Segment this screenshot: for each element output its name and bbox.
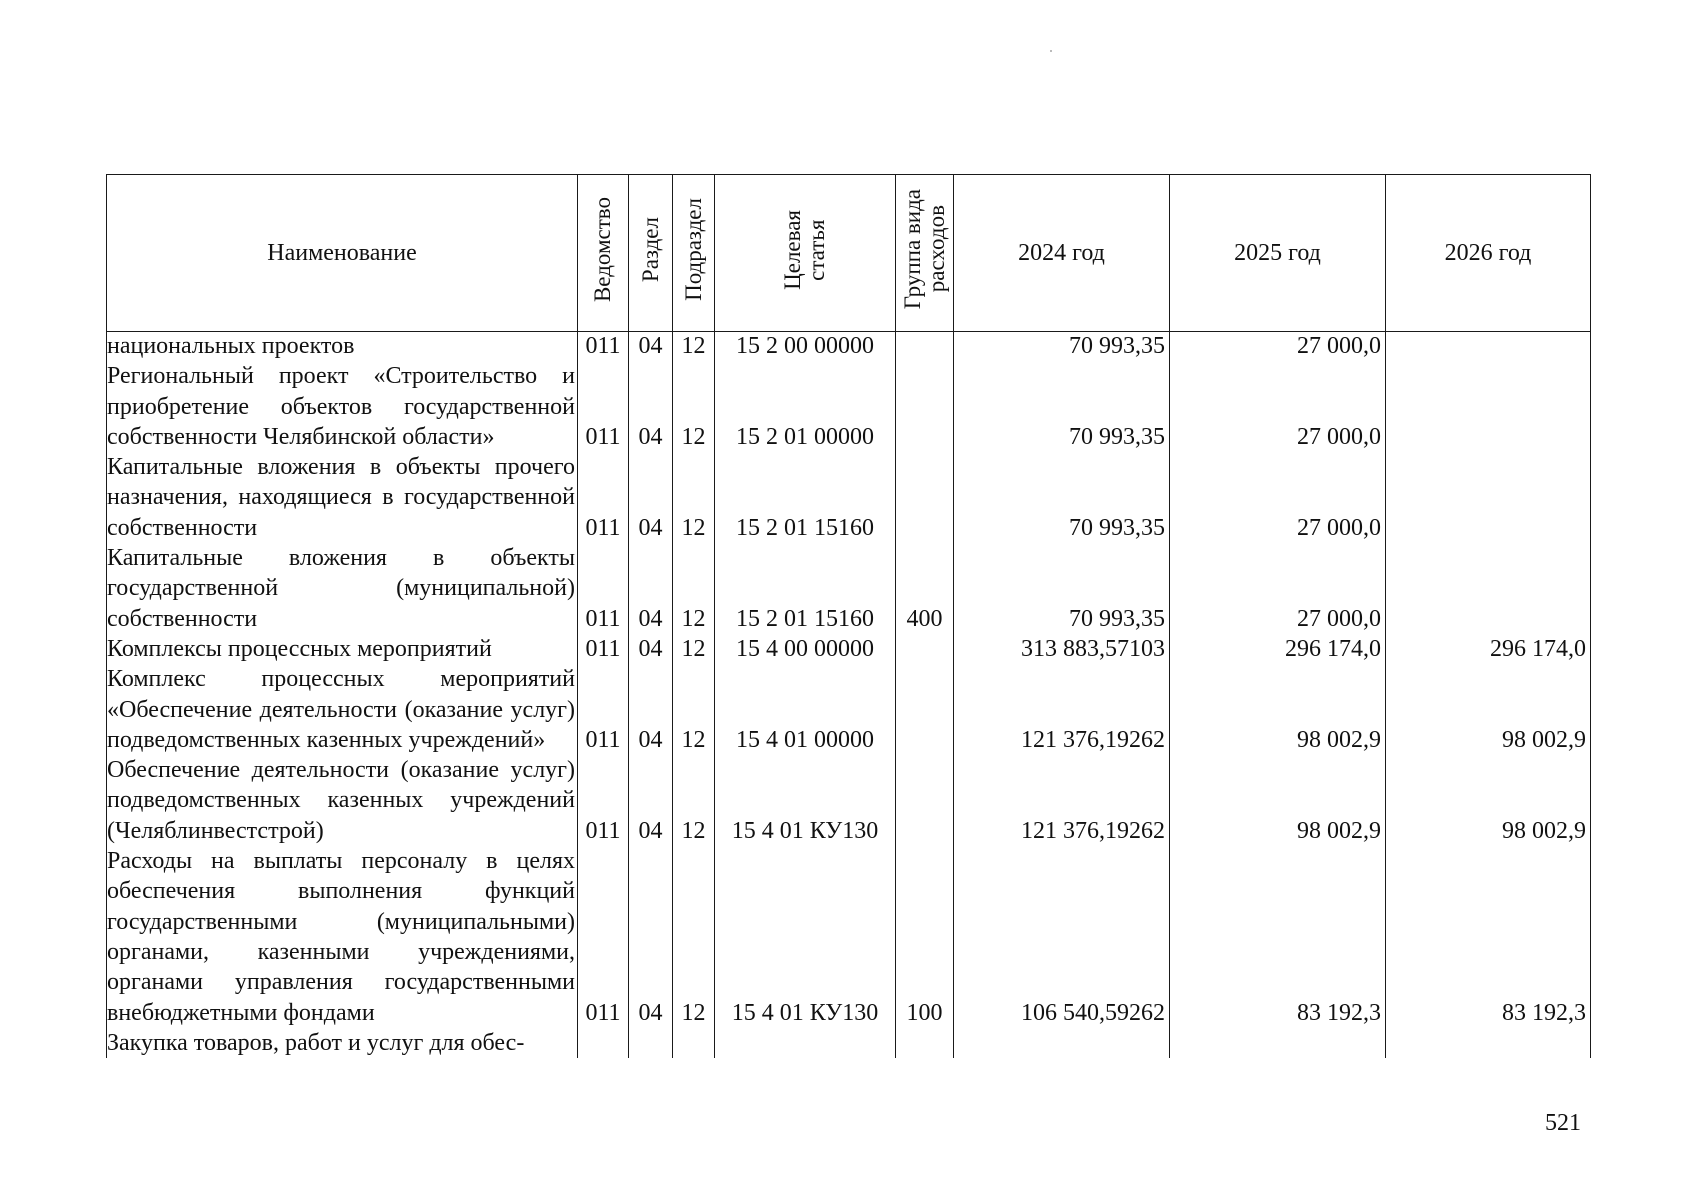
header-department: Ведомство (578, 175, 629, 332)
cell-sub (673, 1028, 715, 1058)
table-row (107, 846, 1591, 1028)
cell-dept: 011 (578, 755, 629, 846)
cell-y2026: 98 002,9 (1386, 755, 1591, 846)
table-row (107, 755, 1591, 846)
cell-dept: 011 (578, 664, 629, 755)
header-2024: 2024 год (954, 175, 1170, 332)
cell-y2026: 296 174,0 (1386, 634, 1591, 664)
cell-group (896, 664, 954, 755)
cell-name: Комплекс процессных мероприятий «Обеспечение деятельности (оказание услуг) подведомственных казенных учреждений» (107, 664, 578, 755)
cell-sec: 04 (629, 634, 673, 664)
cell-target: 15 4 01 КУ130 (715, 846, 896, 1028)
scan-speck (1050, 50, 1052, 52)
table-row (107, 634, 1591, 664)
table-row (107, 664, 1591, 755)
cell-y2025: 296 174,0 (1170, 634, 1386, 664)
cell-group: 400 (896, 543, 954, 634)
cell-name: Комплексы процессных мероприятий (107, 634, 578, 664)
cell-sub: 12 (673, 664, 715, 755)
cell-sec: 04 (629, 664, 673, 755)
cell-target: 15 4 01 КУ130 (715, 755, 896, 846)
cell-group (896, 361, 954, 452)
cell-group: 100 (896, 846, 954, 1028)
cell-y2025: 27 000,0 (1170, 543, 1386, 634)
cell-target: 15 2 01 00000 (715, 361, 896, 452)
cell-name: национальных проектов (107, 331, 578, 361)
table-row (107, 1028, 1591, 1058)
cell-sub: 12 (673, 331, 715, 361)
cell-y2026: 98 002,9 (1386, 664, 1591, 755)
cell-target: 15 4 00 00000 (715, 634, 896, 664)
cell-sec (629, 1028, 673, 1058)
cell-target: 15 4 01 00000 (715, 664, 896, 755)
cell-y2024: 121 376,19262 (954, 755, 1170, 846)
cell-y2025: 27 000,0 (1170, 361, 1386, 452)
cell-target: 15 2 00 00000 (715, 331, 896, 361)
cell-name: Обеспечение деятельности (оказание услуг) подведомственных казенных учреждений (Челяблинвестстрой) (107, 755, 578, 846)
header-section: Раздел (629, 175, 673, 332)
cell-sub: 12 (673, 634, 715, 664)
header-subsection: Подраздел (673, 175, 715, 332)
header-2025: 2025 год (1170, 175, 1386, 332)
cell-sec: 04 (629, 331, 673, 361)
cell-name: Расходы на выплаты персоналу в целях обеспечения выполнения функций государственными (муниципальными) органами, казенными учреждениями, органами управления государственными внебюджетными фондами (107, 846, 578, 1028)
page-number: 521 (1545, 1110, 1581, 1136)
cell-target: 15 2 01 15160 (715, 543, 896, 634)
table-body (106, 331, 1591, 1058)
cell-dept (578, 1028, 629, 1058)
cell-name: Капитальные вложения в объекты прочего назначения, находящиеся в государственной собственности (107, 452, 578, 543)
header-2026: 2026 год (1386, 175, 1591, 332)
cell-sub: 12 (673, 452, 715, 543)
cell-y2025 (1170, 1028, 1386, 1058)
cell-y2025: 98 002,9 (1170, 664, 1386, 755)
table-header (106, 174, 1591, 332)
header-target-item: Целевая статья (715, 175, 896, 332)
cell-group (896, 452, 954, 543)
cell-y2024 (954, 1028, 1170, 1058)
cell-y2025: 27 000,0 (1170, 331, 1386, 361)
cell-sub: 12 (673, 846, 715, 1028)
cell-y2024: 70 993,35 (954, 452, 1170, 543)
cell-y2025: 98 002,9 (1170, 755, 1386, 846)
cell-y2026: 83 192,3 (1386, 846, 1591, 1028)
cell-y2026 (1386, 543, 1591, 634)
cell-dept: 011 (578, 361, 629, 452)
cell-dept: 011 (578, 543, 629, 634)
cell-y2024: 106 540,59262 (954, 846, 1170, 1028)
cell-y2025: 27 000,0 (1170, 452, 1386, 543)
cell-y2024: 70 993,35 (954, 361, 1170, 452)
table-row (107, 452, 1591, 543)
cell-sec: 04 (629, 543, 673, 634)
cell-y2024: 121 376,19262 (954, 664, 1170, 755)
cell-sec: 04 (629, 361, 673, 452)
cell-name: Капитальные вложения в объекты государственной (муниципальной) собственности (107, 543, 578, 634)
table-row (107, 331, 1591, 361)
cell-target (715, 1028, 896, 1058)
header-name: Наименование (107, 175, 578, 332)
cell-sub: 12 (673, 543, 715, 634)
cell-y2024: 70 993,35 (954, 331, 1170, 361)
cell-y2025: 83 192,3 (1170, 846, 1386, 1028)
cell-target: 15 2 01 15160 (715, 452, 896, 543)
cell-sec: 04 (629, 452, 673, 543)
cell-dept: 011 (578, 331, 629, 361)
cell-y2026 (1386, 1028, 1591, 1058)
cell-dept: 011 (578, 846, 629, 1028)
cell-group (896, 755, 954, 846)
cell-group (896, 331, 954, 361)
cell-name: Региональный проект «Строительство и приобретение объектов государственной собственности Челябинской области» (107, 361, 578, 452)
header-expense-group: Группа вида расходов (896, 175, 954, 332)
cell-y2026 (1386, 452, 1591, 543)
cell-sec: 04 (629, 846, 673, 1028)
cell-dept: 011 (578, 452, 629, 543)
table-row (107, 361, 1591, 452)
cell-sub: 12 (673, 361, 715, 452)
cell-sec: 04 (629, 755, 673, 846)
cell-name: Закупка товаров, работ и услуг для обес- (107, 1028, 578, 1058)
table-row (107, 543, 1591, 634)
cell-y2024: 70 993,35 (954, 543, 1170, 634)
cell-group (896, 634, 954, 664)
cell-dept: 011 (578, 634, 629, 664)
cell-group (896, 1028, 954, 1058)
cell-y2024: 313 883,57103 (954, 634, 1170, 664)
cell-y2026 (1386, 331, 1591, 361)
cell-sub: 12 (673, 755, 715, 846)
cell-y2026 (1386, 361, 1591, 452)
